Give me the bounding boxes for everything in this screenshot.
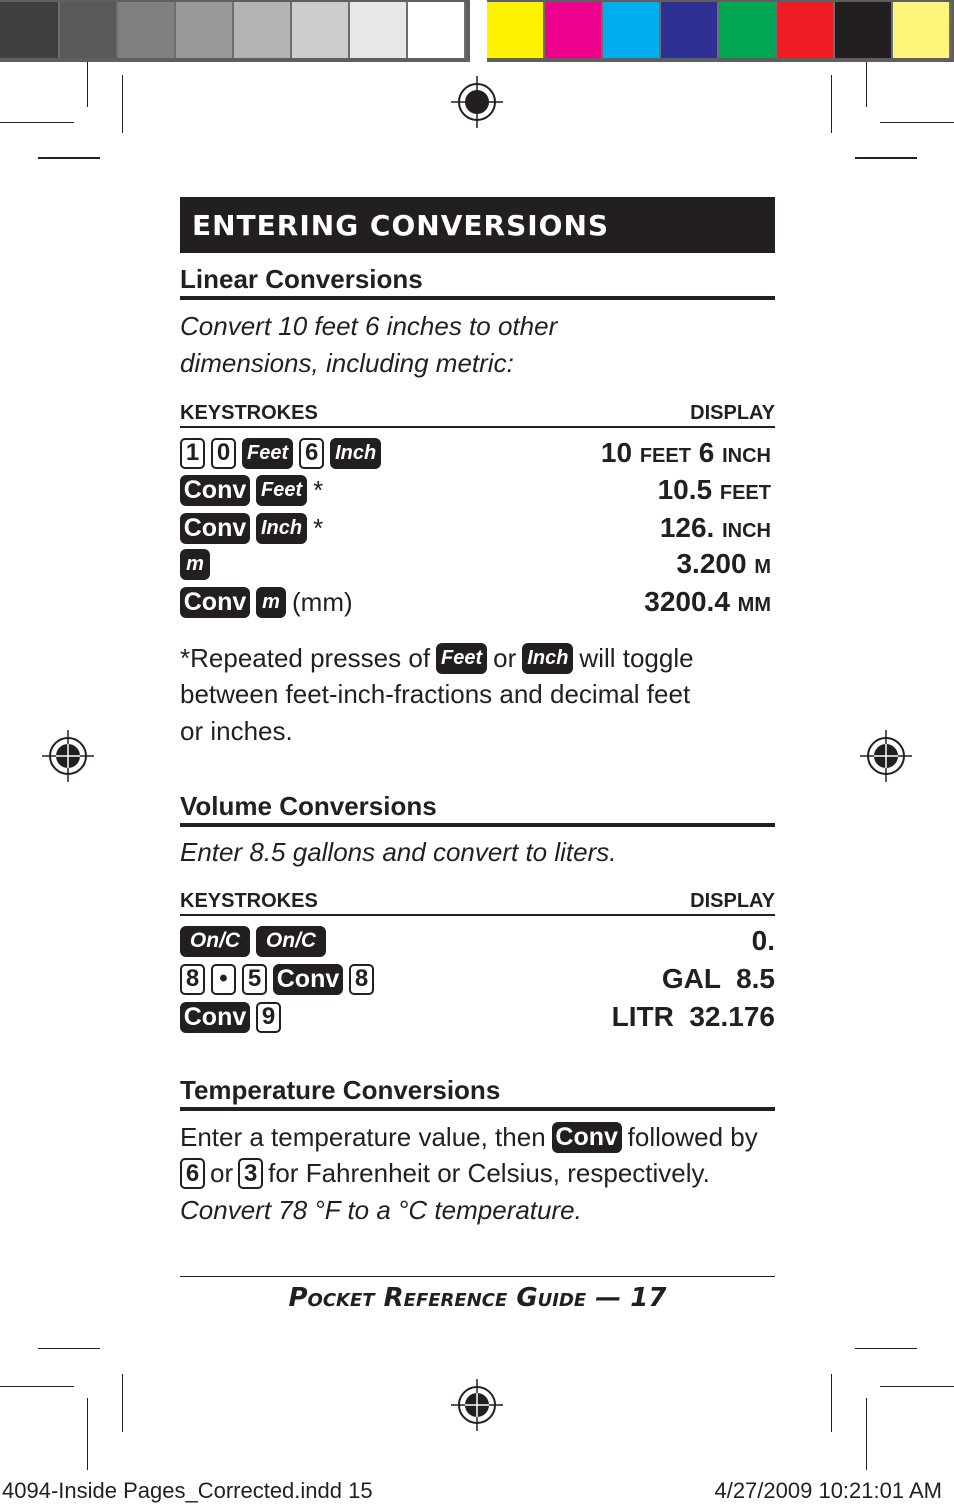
linear-conversions-heading: Linear Conversions [180,264,775,300]
display-cell: LITR 32.176 [611,1001,775,1032]
display-unit: INCH [722,520,771,542]
color-swatch [893,2,951,58]
keystroke-note: * [313,512,324,543]
crop-mark [87,1398,88,1470]
toggle-note-line3: or inches. [180,716,293,746]
display-value: 3.200 [676,548,747,579]
registration-mark-icon [451,76,503,128]
conv-key: Conv [180,475,250,506]
table-row [180,961,775,997]
keystrokes-cell [180,438,381,469]
keystrokes-cell [180,587,353,618]
color-swatch [719,2,777,58]
volume-intro: Enter 8.5 gallons and convert to liters. [180,837,617,867]
table-row [180,584,775,620]
keystrokes-cell [180,475,323,506]
display-cell [658,474,771,506]
volume-column-headers [180,890,775,916]
note-text: *Repeated presses of [180,643,431,673]
table-row [180,923,775,959]
date-slug: 4/27/2009 10:21:01 AM [714,1478,942,1503]
display-cell [601,437,771,469]
digit-6-key: 6 [299,438,324,469]
color-swatch [545,2,603,58]
keystrokes-cell [180,1002,281,1033]
color-swatch-bar [487,0,954,62]
crop-mark [38,1348,100,1349]
linear-column-headers [180,402,775,428]
crop-mark [831,1374,832,1432]
digit-0-key: 0 [211,438,236,469]
crop-mark [0,122,74,123]
table-row [180,472,775,508]
registration-mark-icon [42,730,94,782]
display-cell [644,586,771,618]
conv-key: Conv [180,1002,250,1033]
gray-swatch [234,2,292,58]
on-clear-key: On/C [256,926,326,957]
display-cell: 0. [751,925,775,956]
color-swatch [603,2,661,58]
footer-rule [180,1276,775,1277]
gray-swatch [350,2,408,58]
crop-mark [122,75,123,133]
display-unit: FEET [639,445,691,467]
temperature-conversions-heading: Temperature Conversions [180,1075,775,1111]
display-value: 6 [698,437,715,468]
gray-swatch [408,2,466,58]
feet-key: Feet [256,475,307,506]
keystrokes-header: KEYSTROKES [180,402,318,424]
digit-9-key: 9 [256,1002,281,1033]
gray-swatch [118,2,176,58]
digit-5-key: 5 [242,964,267,995]
temperature-text: for Fahrenheit or Celsius, respectively. [268,1158,710,1188]
display-header: DISPLAY [690,890,775,912]
crop-mark [880,122,954,123]
digit-8-key: 8 [180,964,205,995]
gray-swatch [60,2,118,58]
display-value: 3200.4 [644,586,730,617]
temperature-text: followed by [627,1122,758,1152]
temperature-example: Convert 78 °F to a °C temperature. [180,1195,582,1225]
inch-key: Inch [330,438,381,469]
feet-key: Feet [436,643,487,674]
inch-key: Inch [522,643,573,674]
conv-key: Conv [552,1122,622,1153]
table-row [180,999,775,1035]
linear-intro-line1: Convert 10 feet 6 inches to other [180,311,558,341]
gray-swatch [176,2,234,58]
file-slug: 4094-Inside Pages_Corrected.indd 15 [2,1478,373,1503]
meter-key: m [256,587,286,618]
registration-mark-icon [451,1379,503,1431]
linear-intro-line2: dimensions, including metric: [180,348,514,378]
crop-mark [866,1398,867,1470]
display-unit: FEET [719,482,771,504]
display-header: DISPLAY [690,402,775,424]
crop-mark [0,1386,74,1387]
conv-key: Conv [273,964,343,995]
table-row [180,435,775,471]
temperature-text: or [210,1158,234,1188]
display-cell [676,548,771,580]
crop-mark [866,62,867,107]
temperature-text: Enter a temperature value, then [180,1122,546,1152]
display-unit: MM [737,594,771,616]
temperature-line2 [180,1155,710,1192]
digit-8-key: 8 [349,964,374,995]
keystrokes-header: KEYSTROKES [180,890,318,912]
conv-key: Conv [180,513,250,544]
table-row [180,546,775,582]
display-cell: GAL 8.5 [661,963,775,994]
crop-mark [855,1348,917,1349]
display-value: 10 [600,437,633,468]
table-row [180,510,775,546]
on-clear-key: On/C [180,926,250,957]
decimal-point-key: • [211,964,236,995]
display-cell [660,512,771,544]
color-swatch [661,2,719,58]
gray-swatch [292,2,350,58]
section-title: ENTERING CONVERSIONS [180,197,775,253]
display-value: 126. [659,512,715,543]
display-unit: M [754,556,771,578]
inch-key: Inch [256,513,307,544]
crop-mark [122,1374,123,1432]
keystroke-note: * [313,474,324,505]
page-footer: Pocket Reference Guide — 17 [288,1283,667,1313]
gray-scale-bar [0,0,470,62]
crop-mark [880,1386,954,1387]
keystrokes-cell [180,549,210,580]
crop-mark [831,75,832,133]
registration-mark-icon [860,730,912,782]
conv-key: Conv [180,587,250,618]
meter-key: m [180,549,210,580]
digit-6-key: 6 [180,1158,205,1189]
color-swatch [487,2,545,58]
keystrokes-cell [180,964,374,995]
feet-key: Feet [242,438,293,469]
temperature-line1 [180,1119,780,1156]
color-swatch [835,2,893,58]
digit-1-key: 1 [180,438,205,469]
toggle-note-line2: between feet-inch-fractions and decimal feet [180,679,691,709]
gray-swatch [0,2,60,58]
keystrokes-cell [180,926,326,957]
color-swatch [777,2,835,58]
note-text: will toggle [579,643,694,673]
keystrokes-cell [180,513,323,544]
note-text: or [493,643,517,673]
display-unit: INCH [722,445,771,467]
display-value: 10.5 [657,474,713,505]
crop-mark [87,62,88,107]
crop-mark [855,157,917,159]
toggle-note-line1 [180,640,780,677]
volume-conversions-heading: Volume Conversions [180,791,775,827]
crop-mark [38,157,100,159]
keystroke-note: (mm) [292,586,353,617]
digit-3-key: 3 [238,1158,263,1189]
